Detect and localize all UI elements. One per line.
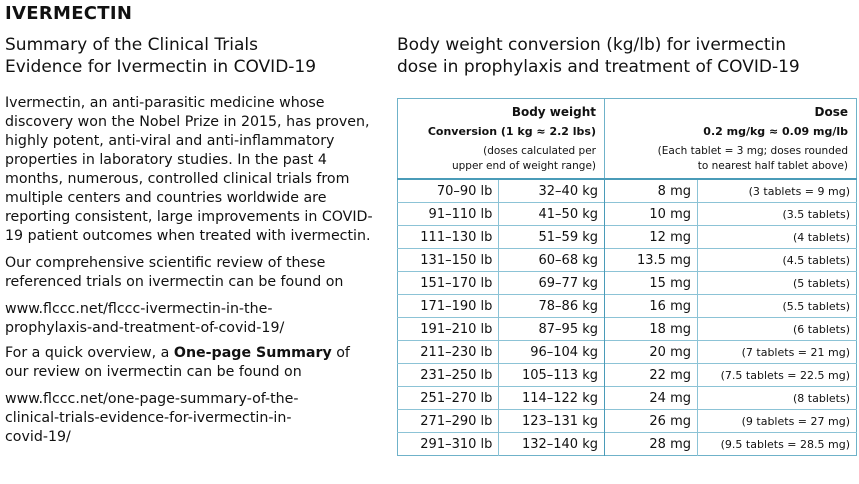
summary-heading-line: Evidence for Ivermectin in COVID-19 [5, 57, 317, 77]
body-weight-conversion: Conversion (1 kg ≈ 2.2 lbs) [427, 125, 596, 138]
tablets-cell: (4 tablets) [698, 226, 857, 249]
dose-table-heading [397, 34, 857, 78]
summary-heading-line: Summary of the Clinical Trials [5, 35, 258, 55]
weight-kg-cell: 87–95 kg [499, 318, 605, 341]
document-title: IVERMECTIN [5, 3, 133, 24]
weight-lb-cell: 191–210 lb [398, 318, 499, 341]
summary-url-line: covid-19/ [5, 429, 71, 445]
dose-header [605, 99, 857, 180]
left-column [5, 34, 375, 453]
weight-kg-cell: 69–77 kg [499, 272, 605, 295]
body-weight-note-line: upper end of weight range) [451, 160, 596, 172]
weight-lb-cell: 231–250 lb [398, 364, 499, 387]
weight-kg-cell: 105–113 kg [499, 364, 605, 387]
right-column [397, 34, 857, 456]
review-paragraph: Our comprehensive scientific review of these referenced trials on ivermectin can be found on [5, 255, 344, 290]
dose-mg-cell: 8 mg [605, 179, 698, 203]
body-weight-title: Body weight [511, 105, 596, 119]
tablets-cell: (7 tablets = 21 mg) [698, 341, 857, 364]
body-weight-note-line: (doses calculated per [483, 145, 596, 157]
summary-url-line: clinical-trials-evidence-for-ivermectin-in- [5, 410, 292, 426]
overview-paragraph [5, 344, 375, 382]
dose-mg-cell: 22 mg [605, 364, 698, 387]
intro-paragraph: Ivermectin, an anti-parasitic medicine whose discovery won the Nobel Prize in 2015, has proven, highly potent, anti-viral and anti-inflammatory properties in laboratory studies. In the past 4 months, numerous, controlled clinical trials from multiple centers and countries worldwide are reporting consistent, large improvements in COVID-19 patient outcomes when treated with ivermectin. [5, 95, 373, 244]
dose-note [613, 144, 848, 174]
dose-mg-cell: 26 mg [605, 410, 698, 433]
table-row [398, 433, 857, 456]
weight-lb-cell: 171–190 lb [398, 295, 499, 318]
dose-mg-cell: 24 mg [605, 387, 698, 410]
body-weight-header [398, 99, 605, 180]
weight-kg-cell: 60–68 kg [499, 249, 605, 272]
dose-table-heading-line: Body weight conversion (kg/lb) for ivermectin [397, 35, 787, 55]
dose-mg-cell: 12 mg [605, 226, 698, 249]
overview-text: For a quick overview, a [5, 345, 174, 361]
tablets-cell: (6 tablets) [698, 318, 857, 341]
dose-mg-cell: 15 mg [605, 272, 698, 295]
table-row [398, 364, 857, 387]
table-row [398, 226, 857, 249]
tablets-cell: (8 tablets) [698, 387, 857, 410]
table-row [398, 272, 857, 295]
weight-lb-cell: 70–90 lb [398, 179, 499, 203]
table-row [398, 410, 857, 433]
review-url-line: prophylaxis-and-treatment-of-covid-19/ [5, 320, 285, 336]
tablets-cell: (3.5 tablets) [698, 203, 857, 226]
dose-mg-cell: 16 mg [605, 295, 698, 318]
dose-table [397, 98, 857, 456]
summary-url-line: www.flccc.net/one-page-summary-of-the- [5, 391, 299, 407]
weight-kg-cell: 32–40 kg [499, 179, 605, 203]
table-row [398, 295, 857, 318]
weight-lb-cell: 151–170 lb [398, 272, 499, 295]
dose-conversion: 0.2 mg/kg ≈ 0.09 mg/lb [703, 125, 848, 138]
dose-mg-cell: 10 mg [605, 203, 698, 226]
weight-kg-cell: 96–104 kg [499, 341, 605, 364]
dose-title: Dose [814, 105, 848, 119]
one-page-summary-label: One-page Summary [173, 345, 332, 361]
dose-mg-cell: 13.5 mg [605, 249, 698, 272]
weight-lb-cell: 291–310 lb [398, 433, 499, 456]
dose-mg-cell: 28 mg [605, 433, 698, 456]
dose-table-header-row [398, 99, 857, 180]
dose-table-heading-line: dose in prophylaxis and treatment of COVID-19 [397, 57, 800, 77]
review-url-line: www.flccc.net/flccc-ivermectin-in-the- [5, 301, 273, 317]
tablets-cell: (5 tablets) [698, 272, 857, 295]
table-row [398, 341, 857, 364]
tablets-cell: (3 tablets = 9 mg) [698, 179, 857, 203]
tablets-cell: (5.5 tablets) [698, 295, 857, 318]
tablets-cell: (9 tablets = 27 mg) [698, 410, 857, 433]
table-row [398, 387, 857, 410]
weight-kg-cell: 41–50 kg [499, 203, 605, 226]
weight-kg-cell: 51–59 kg [499, 226, 605, 249]
dose-note-line: (Each tablet = 3 mg; doses rounded [657, 145, 848, 157]
table-row [398, 318, 857, 341]
tablets-cell: (9.5 tablets = 28.5 mg) [698, 433, 857, 456]
weight-lb-cell: 251–270 lb [398, 387, 499, 410]
table-row [398, 179, 857, 203]
weight-kg-cell: 114–122 kg [499, 387, 605, 410]
weight-lb-cell: 131–150 lb [398, 249, 499, 272]
weight-lb-cell: 91–110 lb [398, 203, 499, 226]
body-weight-note [406, 144, 596, 174]
weight-lb-cell: 211–230 lb [398, 341, 499, 364]
summary-heading [5, 34, 375, 78]
summary-url [5, 390, 375, 447]
weight-kg-cell: 78–86 kg [499, 295, 605, 318]
overview-text: of our review on ivermectin can be found on [5, 345, 350, 380]
dose-mg-cell: 20 mg [605, 341, 698, 364]
weight-lb-cell: 111–130 lb [398, 226, 499, 249]
dose-mg-cell: 18 mg [605, 318, 698, 341]
review-url [5, 300, 375, 338]
weight-lb-cell: 271–290 lb [398, 410, 499, 433]
tablets-cell: (4.5 tablets) [698, 249, 857, 272]
table-row [398, 249, 857, 272]
table-row [398, 203, 857, 226]
tablets-cell: (7.5 tablets = 22.5 mg) [698, 364, 857, 387]
weight-kg-cell: 123–131 kg [499, 410, 605, 433]
weight-kg-cell: 132–140 kg [499, 433, 605, 456]
dose-note-line: to nearest half tablet above) [697, 160, 848, 172]
